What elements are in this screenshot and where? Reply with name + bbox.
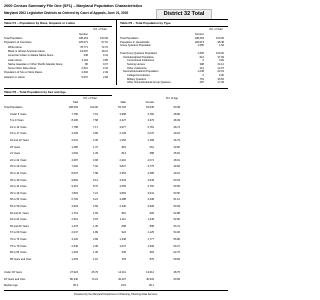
row-male: 810 [121,211,126,215]
row-male: 3,863 [119,191,126,195]
row-total: 108,263 [68,106,78,109]
table-row [4,191,180,197]
table2-title: Table P2 – Total Population by Sex and Age [4,90,66,94]
footer-rule [4,290,228,291]
table-row [4,158,180,164]
row-label: 80 to 84 Years [10,251,27,255]
row-total: 1,476 [71,224,78,228]
row-female: 1,125 [147,231,154,235]
footer-note: Prepared by the Maryland Department of Planning, Planning Data Services. [74,293,158,296]
row-label: Total Population [4,37,23,40]
row-pct_age: 56.86 [173,238,180,241]
table3-title-rule [120,26,228,27]
row-pct: 1.16 [92,257,98,261]
table-row [120,81,230,86]
row-pct_age: 54.96 [173,231,180,235]
row-pct: 3.89 [92,132,98,136]
row-pct: 2.32 [102,67,108,71]
table-row [4,152,180,157]
row-female: 1,189 [147,139,154,142]
table-row [4,257,180,263]
row-male: 668 [121,224,126,228]
row-total: 9,415 [71,185,78,189]
row-pct: 3.85 [102,58,108,62]
row-label: Population of Two or More Races [4,71,43,75]
table-row [4,119,180,124]
table1-title: Table P1 – Population by Race, Hispanic or Latino [4,21,76,25]
row-male: 14,311 [118,271,126,274]
row-label: Correctional Institutions [127,59,155,63]
row-female: 1,249 [147,218,154,222]
table-row [4,165,180,170]
row-label: Nursing Homes [127,62,145,66]
row-female: 3,782 [147,112,154,116]
row-female: 40,933 [146,277,154,281]
row-pct: 24.12 [217,62,224,66]
row-male: 4,655 [119,185,126,189]
row-pct_age: 52.90 [173,218,180,222]
table-row [4,76,114,81]
row-pct_age: 49.66 [173,165,180,169]
row-total: 3,125 [71,238,78,241]
row-pct_age: 48.75 [173,271,180,274]
row-pct: 17.39 [217,81,224,85]
row-female: 1,777 [147,238,154,241]
row-label: 55 to 59 Years [10,205,27,208]
row-label: 10 to 14 Years [10,125,27,129]
row-total: 7,602 [71,165,78,169]
row-female: 4,760 [147,185,154,189]
row-label: Total Group Quarters Population [120,51,158,55]
row-pct: 72.76 [101,45,108,49]
row-male: 39,407 [118,277,126,281]
row-total: 4,964 [71,205,78,208]
row-pct_age: 48.74 [173,125,180,129]
row-label: 21 Years [10,152,21,156]
row-total: 1,253 [71,257,78,261]
row-label: Median Age [4,284,18,288]
row-pct: 0.07 [102,62,108,66]
row-female: 3,775 [147,165,154,169]
row-label: 20 Years [10,145,21,149]
row-label: 18 Years and Over [4,277,26,281]
row-female: 2,070 [147,132,154,136]
row-total: 27,923 [70,271,78,274]
row-pct: 2.35 [92,244,98,248]
row-label: Black or African American Alone [8,49,45,53]
district-label: District 32 Total [156,9,212,20]
row-pct: 4.68 [102,75,108,79]
row-pct_age: 50.56 [173,185,180,189]
row-pct_age: 50.50 [173,191,180,195]
row-male: 378 [121,257,126,261]
row-number: 106,613 [194,40,204,44]
row-pct: 45.52 [217,77,224,81]
table-row [4,284,154,289]
row-pct: 74.21 [91,277,98,281]
row-pct: 6.21 [92,198,98,202]
row-male: 4,352 [119,172,126,175]
row-label: 50 to 54 Years [10,198,27,202]
row-pct: 18.10 [101,49,108,53]
row-male: 1,037 [119,244,126,248]
table-row [4,139,180,144]
row-pct: 100.00 [90,106,98,109]
table1-col-pct: Pct. of Total [93,28,107,31]
row-label: 67 to 69 Years [10,231,27,235]
row-label: Noninstitutionalized Population [123,70,159,74]
row-female: 3,781 [147,125,154,129]
row-label: 45 to 49 Years [10,191,27,195]
table-row [4,211,180,217]
row-male: 2,216 [119,158,126,162]
table2-title-rule [4,95,112,96]
row-label: Hispanic or Latino [4,75,25,79]
table-row [4,145,180,151]
row-label: 18 and 19 Years [10,139,29,142]
row-pct: 1.59 [92,211,98,215]
row-female: 1,509 [147,244,154,248]
table-row [4,264,114,269]
row-male: 814 [121,152,126,156]
row-total: 4,209 [71,132,78,136]
row-pct_age: 49.61 [173,172,180,175]
row-pct_age: 52.88 [173,211,180,215]
table-row [4,224,180,230]
row-female: 3,438 [147,198,154,202]
table-row [4,244,180,250]
row-female: 54,545 [146,106,154,109]
table-row [4,178,180,184]
row-pct_age: 50.38 [173,106,180,109]
row-female: 688 [149,152,154,156]
table2-col-total: Total [72,101,78,104]
table-row [4,271,180,276]
row-pct_age: 50.93 [173,205,180,208]
row-label: Under 5 Years [10,112,27,116]
row-pct: 2.18 [92,218,98,222]
row-female: 2,528 [147,205,154,208]
row-male: 1,112 [119,218,126,222]
row-female: 4,285 [147,172,154,175]
row-total: 4,287 [71,158,78,162]
row-number: 0 [202,74,204,77]
row-label: Under 18 Years [4,271,22,274]
table-row [4,132,180,137]
row-female: 909 [149,211,154,215]
row-number: 78,771 [80,45,88,49]
row-label: 40 to 44 Years [10,185,27,189]
row-total: 2,361 [71,218,78,222]
row-label: 35 to 39 Years [10,178,27,182]
row-total: 7,804 [71,191,78,195]
row-number: 398 [199,62,204,66]
table2-top-rule [4,88,228,89]
row-female: 13,612 [146,271,154,274]
row-label: White Alone [8,45,22,49]
column-divider [116,19,117,85]
table-row [4,185,180,190]
row-pct: 7.21 [92,191,98,195]
table-row [4,238,180,243]
row-number: 2,512 [81,67,88,71]
row-pct: 100.00 [100,37,108,40]
row-female: 875 [149,257,154,261]
row-pct: 3.96 [92,158,98,162]
row-total: 1,502 [71,152,78,156]
row-male: 1,348 [119,238,126,241]
row-pct: 2.35 [92,139,98,142]
row-number: 2,692 [81,71,88,75]
row-pct: 98.48 [217,40,224,44]
report-subtitle: Maryland 2002 Legislative Districts as Ordered by Court of Appeals, June 21, 2002 [4,11,129,15]
row-label: 5 to 9 Years [10,119,24,123]
table2-col-pct-age: Pct. of Age [165,97,179,100]
row-male: 3,977 [119,125,126,129]
table3-col-pct: Pct. of Total [209,28,223,31]
row-pct: 62.91 [217,70,224,74]
table-row [4,218,180,223]
row-pct: 100.00 [216,37,224,40]
row-pct: 1.36 [92,224,98,228]
row-female: 2,071 [147,158,154,162]
row-pct: 100.00 [216,51,224,55]
row-male: 819 [121,145,126,149]
row-pct: 7.16 [92,112,98,116]
table-row [4,205,180,210]
row-male: 3,827 [119,165,126,169]
row-pct: 4.59 [92,205,98,208]
row-male: 4,943 [119,178,126,182]
row-male: 2,436 [119,205,126,208]
row-label: 62 to 64 Years [10,218,27,222]
row-number: 0 [202,59,204,63]
row-pct: 37.09 [217,55,224,59]
row-total: 8,206 [71,119,78,123]
row-pct: 1.52 [218,44,224,48]
report-title: 2000 Census Summary File One (SF1) – Maryland Population Characteristics [4,4,143,8]
row-label: Other Noninstitutional Group Quarters [127,81,171,85]
row-label: 22 to 24 Years [10,158,27,162]
table-row [4,106,180,111]
row-total: 2,546 [71,244,78,248]
row-pct: 8.70 [92,185,98,189]
row-male: 545 [121,251,126,255]
row-label: Total Population [4,106,23,109]
table3-title: Table P3 – Total Population by Type [120,21,171,25]
table-row [4,251,180,256]
row-female: 3,979 [147,119,154,123]
row-number: 4,163 [81,58,88,62]
row-pct_age: 49.18 [173,132,180,136]
row-number: 19,597 [80,49,88,53]
row-label: Institutionalized Population [123,55,154,59]
row-pct_age: 48.80 [173,112,180,116]
row-label: 25 to 29 Years [10,165,27,169]
row-label: Native Hawaiian or Other Pacific Islander Alone [8,62,63,66]
row-label: 30 to 34 Years [10,172,27,175]
row-label: 85 Years and Over [10,257,32,261]
row-label: 75 to 79 Years [10,244,27,248]
row-number: 612 [199,55,204,59]
row-male: 34.5 [120,284,126,288]
row-number: 751 [199,77,204,81]
row-pct: 0.00 [218,74,224,77]
row-total: 6,726 [71,198,78,202]
row-male: 4,227 [119,119,126,123]
row-label: Other Institutions [127,66,147,70]
row-label: Military Quarters [127,77,147,81]
row-total: 2,541 [71,139,78,142]
row-female: 808 [149,224,154,228]
row-pct: 7.98 [92,172,98,175]
row-pct: 1.39 [92,152,98,156]
table-row [4,172,180,177]
row-pct_age: 50.03 [173,178,180,182]
row-pct: 0.00 [218,59,224,63]
row-male: 3,968 [119,112,126,116]
row-female: 3,941 [147,191,154,195]
row-label: Population in Households [120,40,150,44]
row-number: 1,650 [197,51,204,55]
row-label: Some Other Race Alone [8,67,36,71]
table1-title-rule [4,26,112,27]
row-total: 1,719 [71,211,78,215]
table-row [4,112,180,118]
row-number: 287 [199,81,204,85]
table3-col-number: Number [195,33,204,36]
row-label: College Dormitories [127,74,150,77]
row-pct: 7.17 [92,125,98,129]
row-total: 1,480 [71,145,78,149]
row-pct: 2.89 [92,238,98,241]
table2-col-pct-total: Pct. of Total [83,97,97,100]
row-female: 918 [149,251,154,255]
row-pct: 0.41 [102,54,108,58]
row-pct_age: 59.27 [173,244,180,248]
row-male: 922 [121,231,126,235]
row-total: 7,750 [71,112,78,116]
row-total: 8,637 [71,172,78,175]
row-female: 4,949 [147,178,154,182]
row-total: 7,758 [71,125,78,129]
row-male: 3,288 [119,198,126,202]
row-pct_age: 46.79 [173,139,180,142]
table-row [4,198,180,203]
row-label: American Indian or Alaska Native Alone [8,54,54,58]
row-pct: 12.97 [217,66,224,70]
row-number: 1,650 [197,44,204,48]
row-number: 105,571 [78,41,88,45]
row-pct: 97.51 [101,41,108,45]
row-pct: 7.02 [92,165,98,169]
row-number: 108,263 [194,37,204,40]
row-pct: 1.35 [92,251,98,255]
row-female: 661 [149,145,154,149]
row-label: Total Population [120,37,139,40]
row-pct_age: 51.12 [173,198,180,202]
row-female: 36.1 [148,284,154,288]
table1-col-number: Number [79,33,88,36]
row-pct_age: 48.49 [173,119,180,123]
row-label: Group Quarters Population [120,44,151,48]
row-label: Population of One Race [4,41,32,45]
row-number: 448 [83,54,88,58]
row-pct_age: 45.81 [173,152,180,156]
row-number: 1,038 [197,70,204,74]
row-total: 1,463 [71,251,78,255]
row-pct: 7.58 [92,119,98,123]
row-male: 53,718 [118,106,126,109]
table-row [4,125,180,131]
row-total: 35.3 [72,284,78,288]
row-total: 2,047 [71,231,78,235]
row-number: 5,067 [81,75,88,79]
row-pct_age: 50.95 [173,277,180,281]
row-pct_age: 44.66 [173,145,180,149]
table-row [4,277,180,283]
row-pct_age: 69.83 [173,257,180,261]
table-row [4,231,180,236]
row-number: 108,263 [78,37,88,40]
row-label: 15 to 17 Years [10,132,27,136]
row-total: 80,340 [70,277,78,281]
row-pct: 1.89 [92,231,98,235]
row-label: Asian Alone [8,58,22,62]
row-label: 60 and 61 Years [10,211,29,215]
row-male: 1,352 [119,139,126,142]
row-pct_age: 62.75 [173,251,180,255]
table2-col-female: Female [145,101,154,104]
row-pct_age: 48.31 [173,158,180,162]
row-pct: 2.49 [102,71,108,75]
row-pct_age: 54.74 [173,224,180,228]
row-pct: 1.37 [92,145,98,149]
row-pct: 25.79 [91,271,98,274]
row-pct: 9.14 [92,178,98,182]
table2-col-male: Male [120,101,126,104]
row-label: 70 to 74 Years [10,238,27,241]
row-male: 2,139 [119,132,126,136]
row-label: 65 and 66 Years [10,224,29,228]
row-number: 80 [85,62,88,66]
row-total: 9,892 [71,178,78,182]
row-number: 214 [199,66,204,70]
